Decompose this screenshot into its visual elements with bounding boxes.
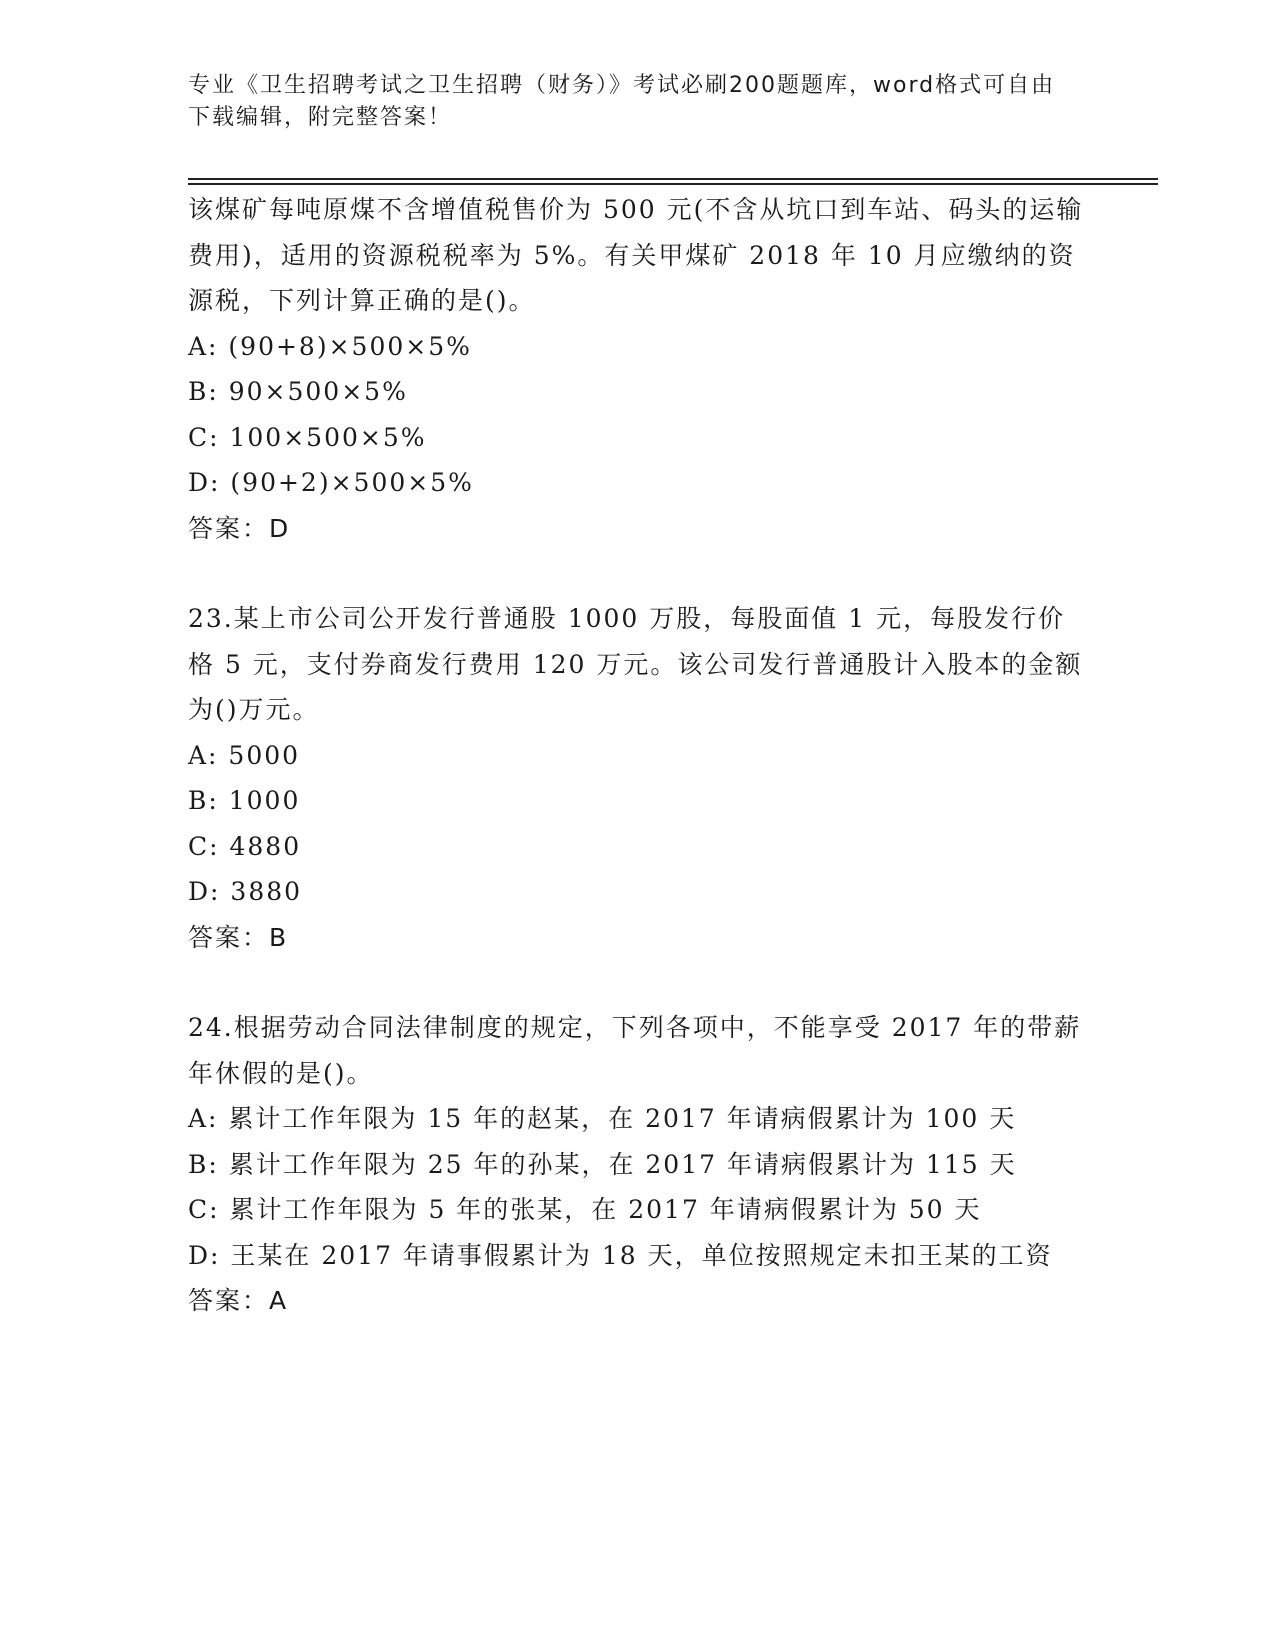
document-body	[188, 187, 1088, 1324]
option-a: A: (90+8)×500×5%	[188, 331, 472, 361]
option-b: B: 累计工作年限为 25 年的孙某，在 2017 年请病假累计为 115 天	[188, 1149, 1017, 1179]
question-spacer	[188, 551, 1088, 596]
answer-line: 答案：D	[188, 513, 291, 543]
option-d: D: 王某在 2017 年请事假累计为 18 天，单位按照规定未扣王某的工资	[188, 1240, 1053, 1270]
option-c: C: 累计工作年限为 5 年的张某，在 2017 年请病假累计为 50 天	[188, 1195, 982, 1224]
question-stem: 23.某上市公司公开发行普通股 1000 万股，每股面值 1 元，每股发行价格 5 元，支付券商发行费用 120 万元。该公司发行普通股计入股本的金额为()万元。	[188, 604, 1083, 724]
question-stem: 该煤矿每吨原煤不含增值税售价为 500 元(不含从坑口到车站、码头的运输费用)，适用的资源税税率为 5%。有关甲煤矿 2018 年 10 月应缴纳的资源税，下列计算正确的是()。	[188, 195, 1084, 315]
question-23	[188, 596, 1088, 960]
question-spacer	[188, 960, 1088, 1005]
answer-line: 答案：B	[188, 922, 289, 952]
question-stem: 24.根据劳动合同法律制度的规定，下列各项中，不能享受 2017 年的带薪年休假的是()。	[188, 1013, 1082, 1088]
question-22	[188, 187, 1088, 551]
option-a: A: 5000	[188, 740, 301, 770]
option-d: D: (90+2)×500×5%	[188, 468, 474, 497]
option-b: B: 90×500×5%	[188, 377, 408, 406]
answer-line: 答案：A	[188, 1286, 289, 1315]
option-c: C: 4880	[188, 831, 302, 861]
option-d: D: 3880	[188, 877, 303, 906]
option-a: A: 累计工作年限为 15 年的赵某，在 2017 年请病假累计为 100 天	[188, 1104, 1017, 1133]
question-24	[188, 1005, 1088, 1324]
option-b: B: 1000	[188, 786, 301, 815]
header-rule-top	[188, 178, 1158, 180]
document-header: 专业《卫生招聘考试之卫生招聘（财务）》考试必刷200题题库，word格式可自由下载编辑，附完整答案！	[188, 73, 1056, 130]
header-rule-bottom	[188, 183, 1158, 185]
option-c: C: 100×500×5%	[188, 422, 427, 452]
